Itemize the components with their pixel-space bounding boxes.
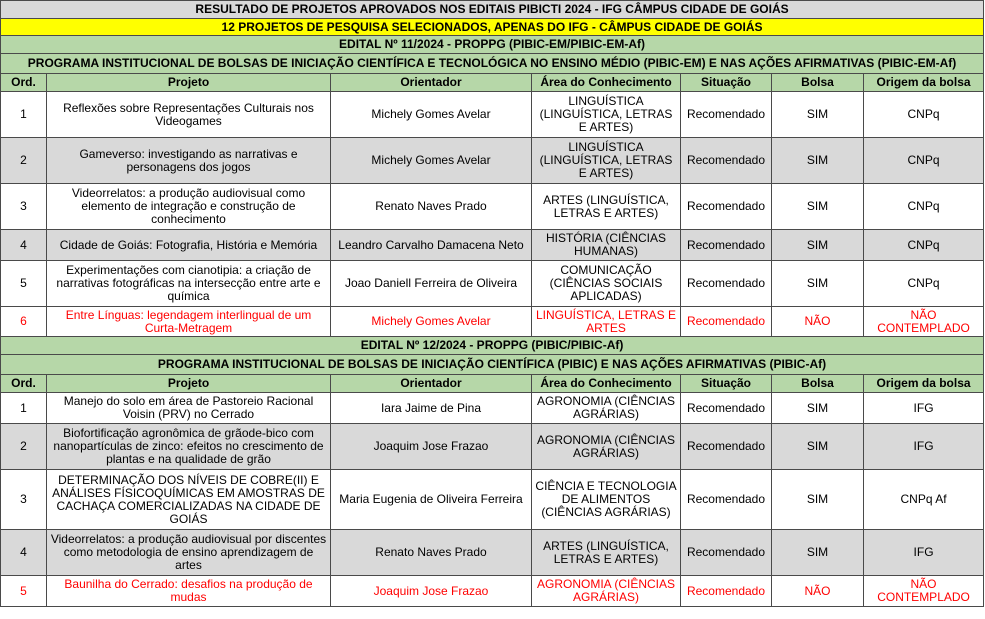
column-header-row — [1, 74, 984, 92]
col-orientador: Orientador — [331, 375, 532, 393]
cell-orientador: Michely Gomes Avelar — [331, 307, 532, 337]
col-ord: Ord. — [1, 74, 47, 92]
cell-orientador: Leandro Carvalho Damacena Neto — [331, 230, 532, 261]
cell-ord: 6 — [1, 307, 47, 337]
cell-bolsa: NÃO — [772, 576, 864, 607]
cell-projeto: Cidade de Goiás: Fotografia, História e Memória — [47, 230, 331, 261]
cell-origem: CNPq — [864, 261, 984, 307]
cell-ord: 3 — [1, 470, 47, 530]
cell-ord: 2 — [1, 424, 47, 470]
cell-bolsa: SIM — [772, 470, 864, 530]
col-ord: Ord. — [1, 375, 47, 393]
col-bolsa: Bolsa — [772, 74, 864, 92]
cell-ord: 5 — [1, 576, 47, 607]
cell-projeto: Biofortificação agronômica de grãode-bico com nanopartículas de zinco: efeitos no crescimento de plantas e na qualidade de grão — [47, 424, 331, 470]
cell-ord: 4 — [1, 230, 47, 261]
col-area: Área do Conhecimento — [532, 375, 681, 393]
cell-bolsa: NÃO — [772, 307, 864, 337]
cell-origem: NÃO CONTEMPLADO — [864, 576, 984, 607]
table-row-not-awarded — [1, 307, 984, 337]
table-row — [1, 470, 984, 530]
cell-situacao: Recomendado — [681, 576, 772, 607]
cell-origem: IFG — [864, 424, 984, 470]
cell-bolsa: SIM — [772, 261, 864, 307]
cell-ord: 5 — [1, 261, 47, 307]
col-bolsa: Bolsa — [772, 375, 864, 393]
cell-area: AGRONOMIA (CIÊNCIAS AGRÁRIAS) — [532, 393, 681, 424]
cell-ord: 1 — [1, 92, 47, 138]
cell-bolsa: SIM — [772, 230, 864, 261]
table-row — [1, 424, 984, 470]
column-header-row — [1, 375, 984, 393]
cell-ord: 3 — [1, 184, 47, 230]
cell-area: AGRONOMIA (CIÊNCIAS AGRÁRIAS) — [532, 576, 681, 607]
cell-orientador: Renato Naves Prado — [331, 184, 532, 230]
cell-situacao: Recomendado — [681, 261, 772, 307]
col-origem: Origem da bolsa — [864, 74, 984, 92]
col-area: Área do Conhecimento — [532, 74, 681, 92]
cell-bolsa: SIM — [772, 530, 864, 576]
cell-area: CIÊNCIA E TECNOLOGIA DE ALIMENTOS (CIÊNCIAS AGRÁRIAS) — [532, 470, 681, 530]
cell-area: LINGUÍSTICA, LETRAS E ARTES — [532, 307, 681, 337]
cell-orientador: Joaquim Jose Frazao — [331, 576, 532, 607]
cell-projeto: Gameverso: investigando as narrativas e personagens dos jogos — [47, 138, 331, 184]
cell-situacao: Recomendado — [681, 230, 772, 261]
col-projeto: Projeto — [47, 74, 331, 92]
table-row-not-awarded — [1, 576, 984, 607]
col-projeto: Projeto — [47, 375, 331, 393]
cell-area: COMUNICAÇÃO (CIÊNCIAS SOCIAIS APLICADAS) — [532, 261, 681, 307]
cell-projeto: Entre Línguas: legendagem interlingual de um Curta-Metragem — [47, 307, 331, 337]
table-row — [1, 530, 984, 576]
cell-orientador: Michely Gomes Avelar — [331, 138, 532, 184]
cell-orientador: Joaquim Jose Frazao — [331, 424, 532, 470]
cell-situacao: Recomendado — [681, 307, 772, 337]
cell-area: ARTES (LINGUÍSTICA, LETRAS E ARTES) — [532, 530, 681, 576]
cell-projeto: Videorrelatos: a produção audiovisual por discentes como metodologia de ensino aprendizagem de artes — [47, 530, 331, 576]
cell-origem: CNPq — [864, 92, 984, 138]
edital-11-title: EDITAL Nº 11/2024 - PROPPG (PIBIC-EM/PIBIC-EM-Af) — [1, 36, 984, 54]
cell-orientador: Iara Jaime de Pina — [331, 393, 532, 424]
cell-situacao: Recomendado — [681, 138, 772, 184]
document-title: RESULTADO DE PROJETOS APROVADOS NOS EDITAIS PIBICTI 2024 - IFG CÂMPUS CIDADE DE GOIÁS — [1, 1, 984, 19]
cell-area: LINGUÍSTICA (LINGUÍSTICA, LETRAS E ARTES) — [532, 138, 681, 184]
cell-origem: CNPq — [864, 184, 984, 230]
edital-11-program: PROGRAMA INSTITUCIONAL DE BOLSAS DE INICIAÇÃO CIENTÍFICA E TECNOLÓGICA NO ENSINO MÉDIO (PIBIC-EM) E NAS AÇÕES AFIRMATIVAS (PIBIC-EM-Af) — [1, 54, 984, 74]
cell-origem: CNPq — [864, 138, 984, 184]
cell-bolsa: SIM — [772, 424, 864, 470]
cell-projeto: DETERMINAÇÃO DOS NÍVEIS DE COBRE(II) E ANÁLISES FÍSICOQUÍMICAS EM AMOSTRAS DE CACHAÇA COMERCIALIZADAS NA CIDADE DE GOIÁS — [47, 470, 331, 530]
cell-orientador: Renato Naves Prado — [331, 530, 532, 576]
document-subtitle: 12 PROJETOS DE PESQUISA SELECIONADOS, APENAS DO IFG - CÂMPUS CIDADE DE GOIÁS — [1, 19, 984, 36]
cell-projeto: Experimentações com cianotipia: a criação de narrativas fotográficas na intersecção entre arte e química — [47, 261, 331, 307]
col-origem: Origem da bolsa — [864, 375, 984, 393]
cell-ord: 1 — [1, 393, 47, 424]
table-row — [1, 393, 984, 424]
cell-situacao: Recomendado — [681, 530, 772, 576]
cell-bolsa: SIM — [772, 92, 864, 138]
cell-bolsa: SIM — [772, 184, 864, 230]
col-situacao: Situação — [681, 375, 772, 393]
cell-origem: IFG — [864, 393, 984, 424]
cell-area: ARTES (LINGUÍSTICA, LETRAS E ARTES) — [532, 184, 681, 230]
cell-projeto: Manejo do solo em área de Pastoreio Racional Voisin (PRV) no Cerrado — [47, 393, 331, 424]
table-row — [1, 184, 984, 230]
cell-origem: CNPq — [864, 230, 984, 261]
cell-ord: 2 — [1, 138, 47, 184]
cell-orientador: Maria Eugenia de Oliveira Ferreira — [331, 470, 532, 530]
edital-12-program: PROGRAMA INSTITUCIONAL DE BOLSAS DE INICIAÇÃO CIENTÍFICA (PIBIC) E NAS AÇÕES AFIRMATIVAS (PIBIC-Af) — [1, 355, 984, 375]
cell-area: AGRONOMIA (CIÊNCIAS AGRÁRIAS) — [532, 424, 681, 470]
edital-11-rows — [1, 92, 984, 337]
cell-area: LINGUÍSTICA (LINGUÍSTICA, LETRAS E ARTES) — [532, 92, 681, 138]
cell-situacao: Recomendado — [681, 470, 772, 530]
table-row — [1, 261, 984, 307]
table-row — [1, 138, 984, 184]
cell-situacao: Recomendado — [681, 424, 772, 470]
cell-situacao: Recomendado — [681, 184, 772, 230]
edital-12-title: EDITAL Nº 12/2024 - PROPPG (PIBIC/PIBIC-Af) — [1, 337, 984, 355]
table-row — [1, 230, 984, 261]
cell-projeto: Reflexões sobre Representações Culturais nos Videogames — [47, 92, 331, 138]
cell-origem: IFG — [864, 530, 984, 576]
cell-ord: 4 — [1, 530, 47, 576]
cell-origem: CNPq Af — [864, 470, 984, 530]
header-block — [1, 1, 984, 92]
cell-orientador: Joao Daniell Ferreira de Oliveira — [331, 261, 532, 307]
cell-orientador: Michely Gomes Avelar — [331, 92, 532, 138]
cell-projeto: Baunilha do Cerrado: desafios na produção de mudas — [47, 576, 331, 607]
cell-area: HISTÓRIA (CIÊNCIAS HUMANAS) — [532, 230, 681, 261]
col-orientador: Orientador — [331, 74, 532, 92]
col-situacao: Situação — [681, 74, 772, 92]
cell-origem: NÃO CONTEMPLADO — [864, 307, 984, 337]
table-row — [1, 92, 984, 138]
cell-situacao: Recomendado — [681, 393, 772, 424]
cell-projeto: Videorrelatos: a produção audiovisual como elemento de integração e construção de conhecimento — [47, 184, 331, 230]
cell-situacao: Recomendado — [681, 92, 772, 138]
cell-bolsa: SIM — [772, 138, 864, 184]
cell-bolsa: SIM — [772, 393, 864, 424]
edital-12-header — [1, 337, 984, 393]
edital-12-rows — [1, 393, 984, 607]
